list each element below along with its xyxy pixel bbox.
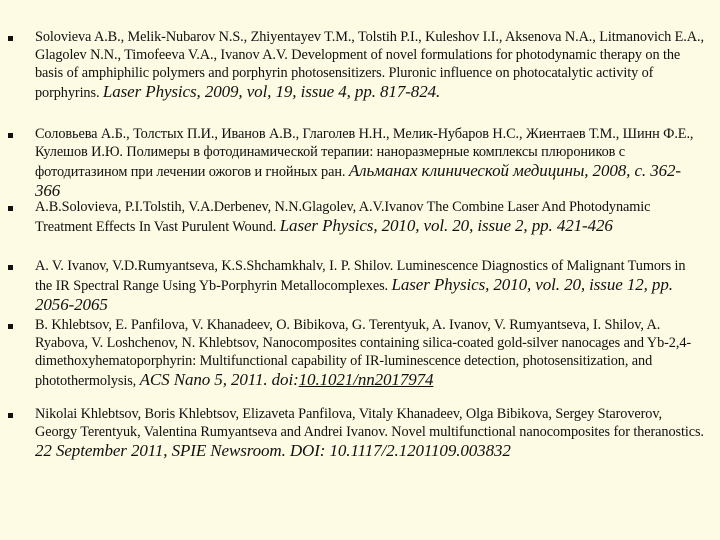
reference-item xyxy=(35,125,705,201)
reference-source: Laser Physics, 2010, vol. 20, issue 12, pp. 2056-2065 xyxy=(35,275,673,314)
square-bullet-icon xyxy=(8,133,13,138)
square-bullet-icon xyxy=(8,324,13,329)
reference-text: A.B.Solovieva, P.I.Tolstih, V.A.Derbenev, N.N.Glagolev, A.V.Ivanov The Combine Laser And Photodynamic Treatment Effects In Vast Purulent Wound. xyxy=(35,199,651,235)
doi-link[interactable]: 10.1021/nn2017974 xyxy=(298,370,434,389)
reference-text: A. V. Ivanov, V.D.Rumyantseva, K.S.Shchamkhalv, I. P. Shilov. Luminescence Diagnostics of Malignant Tumors in the IR Spectral Range Using Yb-Porphyrin Metallocomplexes. xyxy=(35,258,686,294)
reference-item xyxy=(35,405,705,461)
square-bullet-icon xyxy=(8,413,13,418)
reference-source: Альманах клинической медицины, 2008, с. 362-366 xyxy=(35,161,681,200)
reference-source: Laser Physics, 2010, vol. 20, issue 2, pp. 421-426 xyxy=(279,216,613,235)
reference-source: ACS Nano 5, 2011. doi: xyxy=(139,370,299,389)
square-bullet-icon xyxy=(8,206,13,211)
square-bullet-icon xyxy=(8,36,13,41)
reference-item xyxy=(35,316,705,390)
reference-text: Nikolai Khlebtsov, Boris Khlebtsov, Elizaveta Panfilova, Vitaly Khanadeev, Olga Bibikova, Sergey Staroverov, Georgy Terentyuk, Valentina Rumyantseva and Andrei Ivanov. Novel multifunctional nanocomposites for theranostics. xyxy=(35,406,704,440)
reference-source: Laser Physics, 2009, vol, 19, issue 4, pp. 817-824. xyxy=(102,82,441,101)
reference-item xyxy=(35,28,705,102)
reference-text: B. Khlebtsov, E. Panfilova, V. Khanadeev, O. Bibikova, G. Terentyuk, A. Ivanov, V. Rumyantseva, I. Shilov, A. Ryabova, V. Loshchenov, N. Khlebtsov, Nanocomposites containing silica-coated gold-silver nanocages and Yb-2,4-dimethoxyhematoporphyrin: Multifunctional capability of IR-luminescence detection, photosensitization, and photothermolysis, xyxy=(35,317,692,389)
square-bullet-icon xyxy=(8,265,13,270)
reference-text: Solovieva A.B., Melik-Nubarov N.S., Zhiyentayev T.M., Tolstih P.I., Kuleshov I.I., Aksenova N.A., Litmanovich E.A., Glagolev N.N., Timofeeva V.A., Ivanov A.V. Development of novel formulations for photodynamic therapy on the basis of amphiphilic polymers and porphyrin photosensitizers. Pluronic influence on photocatalytic activity of porphyrins. xyxy=(35,29,704,101)
reference-source: 22 September 2011, SPIE Newsroom. DOI: 10.1117/2.1201109.003832 xyxy=(35,441,511,460)
reference-text: Соловьева А.Б., Толстых П.И., Иванов А.В., Глаголев Н.Н., Мелик-Нубаров Н.С., Жиентаев Т.М., Шинн Ф.Е., Кулешов И.Ю. Полимеры в фотодинамической терапии: наноразмерные комплексы плюроников с фотодитазином при лечении ожогов и гнойных ран. xyxy=(35,126,694,180)
reference-item xyxy=(35,198,705,236)
reference-item xyxy=(35,257,705,315)
